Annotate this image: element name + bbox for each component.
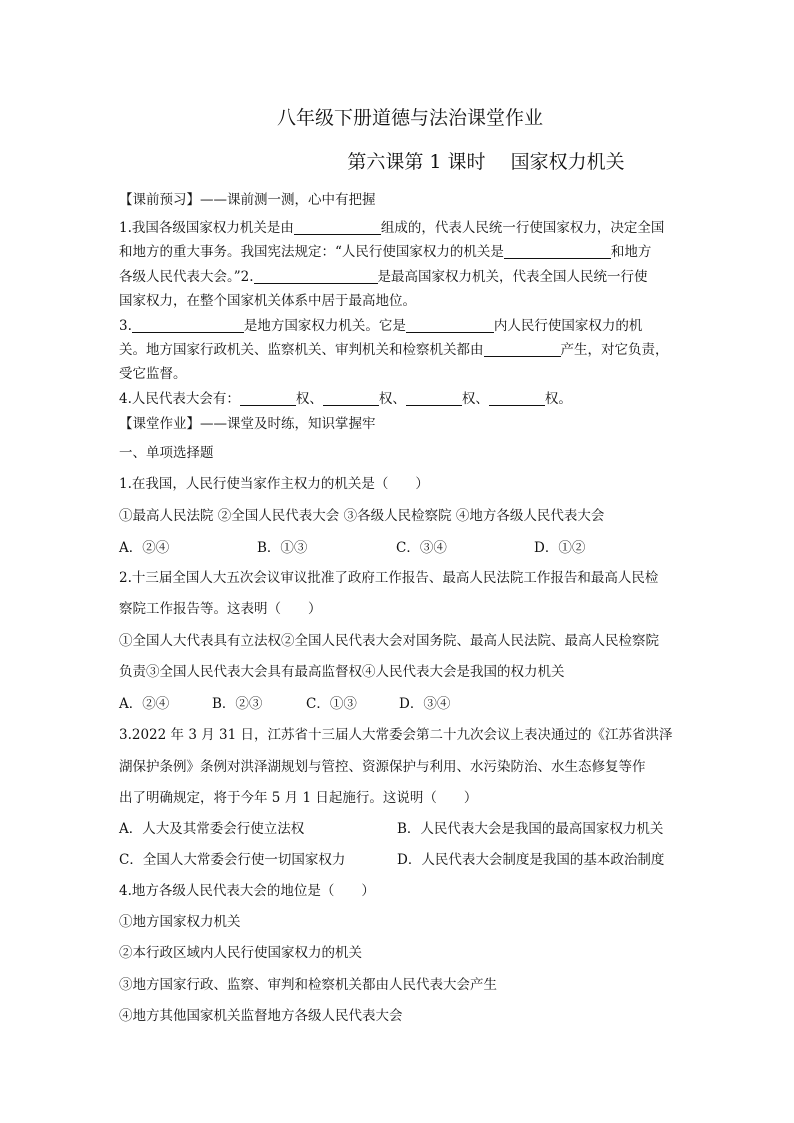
preview-line-2 bbox=[119, 240, 651, 260]
question-2-items-2: 负责③全国人民代表大会具有最高监督权④人民代表大会是我国的权力机关 bbox=[119, 664, 565, 680]
fill-blank[interactable] bbox=[484, 342, 561, 357]
fill-blank[interactable] bbox=[323, 391, 379, 406]
q3-option-b[interactable]: B．人民代表大会是我国的最高国家权力机关 bbox=[397, 821, 664, 837]
worksheet-title: 八年级下册道德与法治课堂作业 bbox=[276, 107, 543, 129]
question-1-stem: 1.在我国，人民行使当家作主权力的机关是（ ） bbox=[119, 476, 429, 492]
q2-option-a[interactable]: A．②④ bbox=[119, 696, 170, 712]
text: 各级人民代表大会。”2. bbox=[119, 269, 254, 285]
text: 是最高国家权力机关，代表全国人民统一行使 bbox=[377, 269, 648, 285]
preview-line-4: 国家权力，在整个国家机关体系中居于最高地位。 bbox=[119, 293, 416, 309]
text: 权。 bbox=[544, 391, 572, 407]
preview-line-7: 受它监督。 bbox=[119, 366, 187, 382]
question-4-stem: 4.地方各级人民代表大会的地位是（ ） bbox=[119, 883, 375, 899]
text: 内人民行使国家权力的机 bbox=[493, 318, 643, 334]
question-4-item: ③地方国家行政、监察、审判和检察机关都由人民代表大会产生 bbox=[119, 977, 497, 993]
fill-blank[interactable] bbox=[254, 269, 378, 284]
fill-blank[interactable] bbox=[294, 220, 381, 235]
fill-blank[interactable] bbox=[406, 391, 462, 406]
text: 和地方的重大事务。我国宪法规定：“人民行使国家权力的机关是 bbox=[119, 244, 504, 260]
q2-option-c[interactable]: C．①③ bbox=[306, 696, 357, 712]
text: 1.我国各级国家权力机关是由 bbox=[119, 220, 294, 236]
q2-option-b[interactable]: B．②③ bbox=[212, 696, 263, 712]
preview-line-1 bbox=[119, 216, 664, 236]
text: 4.人民代表大会有： bbox=[119, 391, 240, 407]
question-4-item: ②本行政区域内人民行使国家权力的机关 bbox=[119, 945, 362, 961]
q1-option-a[interactable]: A．②④ bbox=[119, 540, 170, 556]
text: 产生，对它负责， bbox=[560, 342, 669, 358]
q3-option-a[interactable]: A．人大及其常委会行使立法权 bbox=[119, 821, 305, 837]
fill-blank[interactable] bbox=[406, 318, 494, 333]
section-title: 一、单项选择题 bbox=[119, 445, 214, 461]
q1-option-d[interactable]: D．①② bbox=[534, 540, 586, 556]
preview-line-3 bbox=[119, 265, 648, 285]
question-3-stem-2: 湖保护条例》条例对洪泽湖规划与管控、资源保护与利用、水污染防治、水生态修复等作 bbox=[119, 759, 646, 775]
question-4-item: ①地方国家权力机关 bbox=[119, 914, 241, 930]
question-2-items-1: ①全国人大代表具有立法权②全国人民代表大会对国务院、最高人民法院、最高人民检察院 bbox=[119, 633, 659, 649]
preview-line-6 bbox=[119, 338, 669, 358]
q1-option-c[interactable]: C．③④ bbox=[396, 540, 447, 556]
q3-option-d[interactable]: D．人民代表大会制度是我国的基本政治制度 bbox=[397, 852, 665, 868]
text: 权、 bbox=[461, 391, 489, 407]
text: 和地方 bbox=[610, 244, 652, 260]
classwork-heading: 【课堂作业】——课堂及时练，知识掌握牢 bbox=[119, 416, 376, 432]
text: 是地方国家权力机关。它是 bbox=[243, 318, 406, 334]
fill-blank[interactable] bbox=[132, 318, 244, 333]
question-3-stem-3: 出了明确规定，将于今年 5 月 1 日起施行。这说明（ ） bbox=[119, 790, 478, 806]
preview-heading: 【课前预习】——课前测一测，心中有把握 bbox=[119, 192, 376, 208]
preview-line-5 bbox=[119, 314, 642, 334]
lesson-title: 第六课第 1 课时 国家权力机关 bbox=[347, 151, 625, 173]
q1-option-b[interactable]: B．①③ bbox=[257, 540, 308, 556]
text: 权、 bbox=[378, 391, 406, 407]
question-3-stem-1: 3.2022 年 3 月 31 日，江苏省十三届人大常委会第二十九次会议上表决通过的《江苏省洪泽 bbox=[119, 727, 673, 743]
question-2-stem-2: 察院工作报告等。这表明（ ） bbox=[119, 601, 322, 617]
fill-blank[interactable] bbox=[504, 244, 611, 259]
text: 3. bbox=[119, 318, 132, 334]
question-1-items: ①最高人民法院 ②全国人民代表大会 ③各级人民检察院 ④地方各级人民代表大会 bbox=[119, 508, 605, 524]
q3-option-c[interactable]: C．全国人大常委会行使一切国家权力 bbox=[119, 852, 346, 868]
q2-option-d[interactable]: D．③④ bbox=[399, 696, 451, 712]
question-2-stem-1: 2.十三届全国人大五次会议审议批准了政府工作报告、最高人民法院工作报告和最高人民检 bbox=[119, 570, 659, 586]
fill-blank[interactable] bbox=[489, 391, 545, 406]
fill-blank[interactable] bbox=[240, 391, 296, 406]
text: 关。地方国家行政机关、监察机关、审判机关和检察机关都由 bbox=[119, 342, 484, 358]
question-4-item: ④地方其他国家机关监督地方各级人民代表大会 bbox=[119, 1008, 403, 1024]
text: 权、 bbox=[295, 391, 323, 407]
preview-line-8 bbox=[119, 387, 572, 407]
text: 组成的，代表人民统一行使国家权力，决定全国 bbox=[380, 220, 665, 236]
